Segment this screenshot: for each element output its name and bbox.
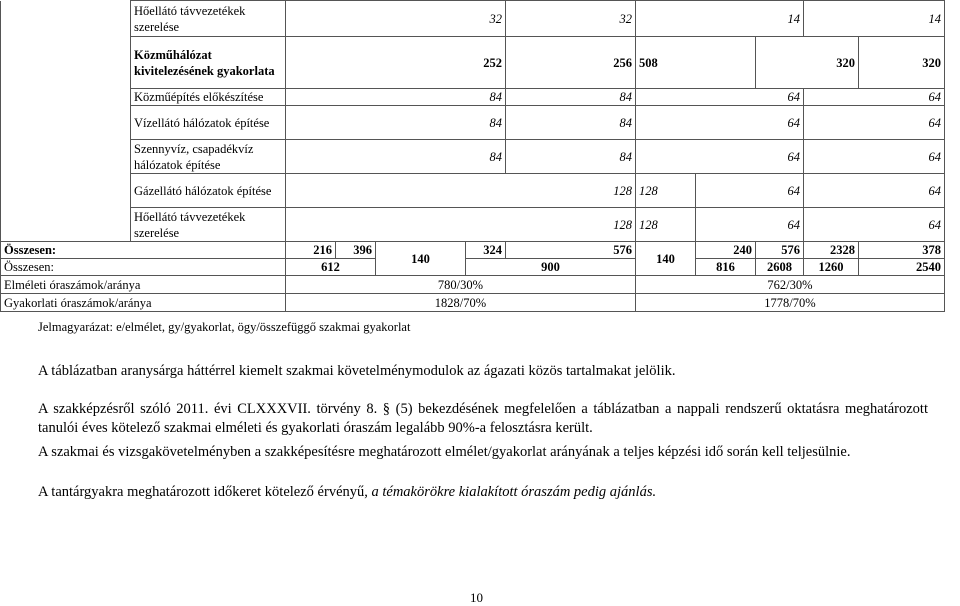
table-cell: 780/30% (286, 276, 636, 294)
table-cell: 128 (286, 174, 636, 208)
paragraph (38, 483, 928, 502)
table-row (1, 140, 945, 174)
table-cell: 84 (506, 106, 636, 140)
summary-label: Elméleti óraszámok/aránya (1, 276, 286, 294)
paragraph-italic-text: a témakörökre kialakított óraszám pedig ajánlás. (371, 484, 657, 500)
table-cell: 140 (636, 242, 696, 276)
paragraph: A szakmai és vizsgakövetelményben a szakképesítésre meghatározott elmélet/gyakorlat arányának a teljes képzési idő során kell teljesülnie. (38, 444, 851, 460)
summary-row (1, 276, 945, 294)
table-row (1, 106, 945, 140)
subject-label: Közműépítés előkészítése (131, 89, 286, 106)
table-cell: 64 (636, 106, 804, 140)
table-cell: 14 (636, 1, 804, 37)
table-cell: 576 (756, 242, 804, 259)
paragraph: A táblázatban aranysárga háttérrel kiemelt szakmai követelménymodulok az ágazati közös tartalmakat jelölik. (38, 363, 676, 379)
table-cell: 2608 (756, 259, 804, 276)
table-cell: 320 (859, 37, 945, 89)
table-row (1, 174, 945, 208)
subject-label: Hőellátó távvezetékek szerelése (131, 1, 286, 37)
table-cell: 64 (636, 140, 804, 174)
totals-row-2 (1, 259, 945, 276)
table-cell: 84 (286, 106, 506, 140)
table-cell: 252 (286, 37, 506, 89)
table-cell: 612 (286, 259, 376, 276)
table-cell: 2328 (804, 242, 859, 259)
table-row (1, 37, 945, 89)
subject-label: Szennyvíz, csapadékvíz hálózatok építése (131, 140, 286, 174)
table-cell: 64 (804, 89, 945, 106)
table-cell: 1778/70% (636, 294, 945, 312)
table-cell: 762/30% (636, 276, 945, 294)
subject-label: Gázellátó hálózatok építése (131, 174, 286, 208)
table-cell: 256 (506, 37, 636, 89)
table-cell: 576 (506, 242, 636, 259)
table-cell: 508 (636, 37, 756, 89)
table-cell: 128 (636, 208, 696, 242)
table-cell: 32 (286, 1, 506, 37)
table-cell: 320 (756, 37, 859, 89)
totals-label: Összesen: (1, 259, 286, 276)
totals-row-1 (1, 242, 945, 259)
table-cell: 128 (636, 174, 696, 208)
table-cell: 14 (804, 1, 945, 37)
table-cell: 84 (286, 140, 506, 174)
summary-label: Gyakorlati óraszámok/aránya (1, 294, 286, 312)
table-cell: 900 (466, 259, 636, 276)
paragraph-text: A tantárgyakra meghatározott időkeret kötelező érvényű, (38, 484, 372, 500)
paragraph: A szakképzésről szóló 2011. évi CLXXXVII. törvény 8. § (5) bekezdésének megfelelően a táblázatban a nappali rendszerű oktatásra meghatározott tanulói éves kötelező szakmai elméleti és gyakorlati óraszám legalább 90%-a felosztásra került. (38, 401, 928, 436)
table-cell: 84 (506, 140, 636, 174)
table-cell: 1828/70% (286, 294, 636, 312)
table-cell: 64 (804, 106, 945, 140)
table-cell: 64 (636, 89, 804, 106)
totals-label: Összesen: (1, 242, 286, 259)
subject-label: Hőellátó távvezetékek szerelése (131, 208, 286, 242)
table-cell: 2540 (859, 259, 945, 276)
table-cell: 1260 (804, 259, 859, 276)
summary-row (1, 294, 945, 312)
table-cell: 64 (696, 208, 804, 242)
table-cell: 64 (804, 174, 945, 208)
table-cell: 396 (336, 242, 376, 259)
table-cell: 64 (804, 208, 945, 242)
subject-label: Vízellátó hálózatok építése (131, 106, 286, 140)
legend-text: Jelmagyarázat: e/elmélet, gy/gyakorlat, ögy/összefüggő szakmai gyakorlat (38, 320, 411, 334)
table-row (1, 1, 945, 37)
table-cell: 84 (286, 89, 506, 106)
table-cell: 240 (696, 242, 756, 259)
table-row (1, 89, 945, 106)
table-cell: 324 (466, 242, 506, 259)
table-cell: 816 (696, 259, 756, 276)
subject-label: Közműhálózat kivitelezésének gyakorlata (131, 37, 286, 89)
table-cell: 216 (286, 242, 336, 259)
table-cell: 128 (286, 208, 636, 242)
table-cell: 64 (696, 174, 804, 208)
table-cell: 64 (804, 140, 945, 174)
table-cell: 84 (506, 89, 636, 106)
page-number: 10 (470, 590, 483, 605)
table-cell: 378 (859, 242, 945, 259)
table-cell: 32 (506, 1, 636, 37)
table-cell: 140 (376, 242, 466, 276)
table-row (1, 208, 945, 242)
